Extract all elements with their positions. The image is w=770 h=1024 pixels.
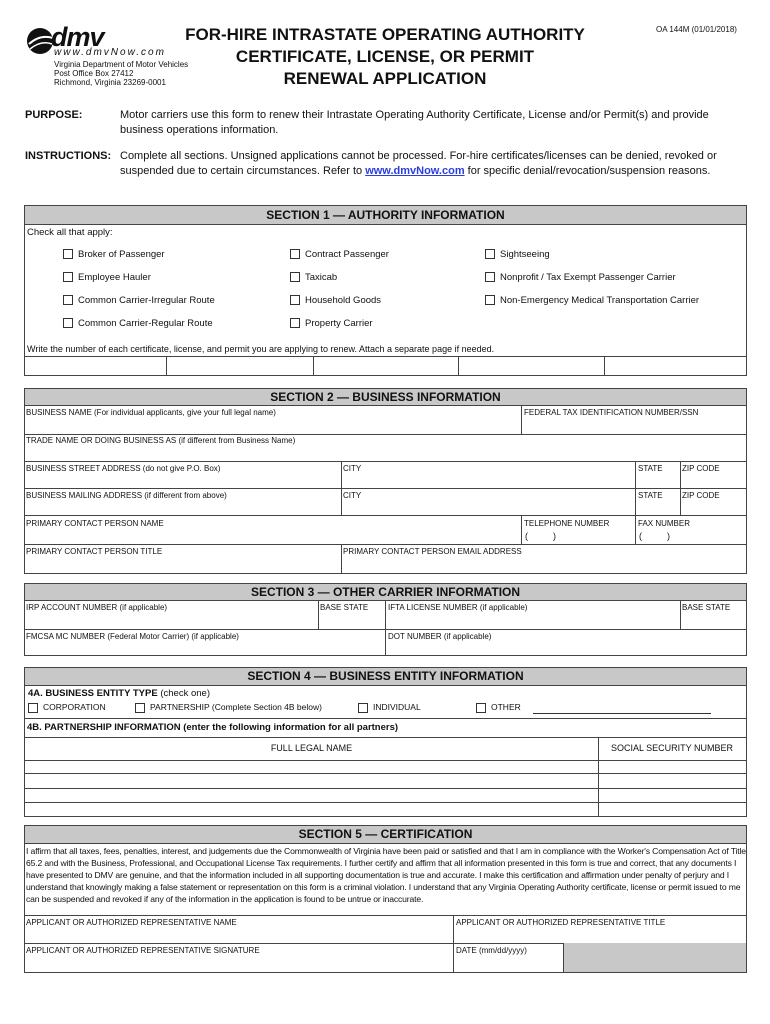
dot-number-field[interactable]: DOT NUMBER (if applicable) <box>388 632 492 641</box>
title-line-1: FOR-HIRE INTRASTATE OPERATING AUTHORITY <box>185 25 585 44</box>
checkbox-employee-hauler[interactable]: Employee Hauler <box>63 272 151 283</box>
street-city-field[interactable]: CITY <box>343 464 362 473</box>
number-field-divider <box>166 356 167 376</box>
ifta-license-field[interactable]: IFTA LICENSE NUMBER (if applicable) <box>388 603 528 612</box>
partner-row[interactable] <box>25 773 746 774</box>
date-field[interactable]: DATE (mm/dd/yyyy) <box>456 946 527 955</box>
fax-area-code: ( ) <box>639 531 670 541</box>
dmvnow-link[interactable]: www.dmvNow.com <box>365 165 465 177</box>
agency-name: Virginia Department of Motor Vehicles <box>54 60 189 69</box>
instructions-body: Complete all sections. Unsigned applications cannot be processed. For-hire certificates/licenses can be denied, revoked or suspended due to certain circumstances. Refer to <box>120 150 717 177</box>
instructions-text <box>120 149 750 179</box>
agency-address-2: Richmond, Virginia 23269-0001 <box>54 78 166 87</box>
section-2-header: SECTION 2 — BUSINESS INFORMATION <box>25 389 746 406</box>
mailing-address-field[interactable]: BUSINESS MAILING ADDRESS (if different from above) <box>26 491 227 500</box>
section-3 <box>24 583 747 656</box>
title-line-2: CERTIFICATE, LICENSE, OR PERMIT <box>235 47 535 66</box>
ifta-base-state-field[interactable]: BASE STATE <box>682 603 731 612</box>
contact-name-field[interactable]: PRIMARY CONTACT PERSON NAME <box>26 519 164 528</box>
section-2 <box>24 388 747 574</box>
street-state-field[interactable]: STATE <box>638 464 663 473</box>
checkbox-partnership[interactable]: PARTNERSHIP (Complete Section 4B below) <box>135 702 322 713</box>
section-4-header: SECTION 4 — BUSINESS ENTITY INFORMATION <box>25 668 746 686</box>
partner-row[interactable] <box>25 802 746 803</box>
logo-text: dmv <box>51 22 104 52</box>
checkbox-contract-passenger[interactable]: Contract Passenger <box>290 249 389 260</box>
write-number-text: Write the number of each certificate, license, and permit you are applying to renew. Attach a separate page if needed. <box>27 344 495 354</box>
checkbox-common-carrier-irregular[interactable]: Common Carrier-Irregular Route <box>63 295 215 306</box>
checkbox-broker-of-passenger[interactable]: Broker of Passenger <box>63 249 165 260</box>
section-5-header: SECTION 5 — CERTIFICATION <box>25 826 746 844</box>
section-1-header: SECTION 1 — AUTHORITY INFORMATION <box>25 206 746 225</box>
section-3-header: SECTION 3 — OTHER CARRIER INFORMATION <box>25 584 746 601</box>
section-5 <box>24 825 747 973</box>
other-specify-line[interactable] <box>533 713 711 714</box>
checkbox-other[interactable]: OTHER <box>476 702 521 713</box>
partner-row[interactable] <box>25 760 746 761</box>
dmv-logo <box>25 24 135 64</box>
col-full-legal-name: FULL LEGAL NAME <box>270 743 353 753</box>
checkbox-household-goods[interactable]: Household Goods <box>290 295 381 306</box>
checkbox-nonprofit[interactable]: Nonprofit / Tax Exempt Passenger Carrier <box>485 272 676 283</box>
business-name-field[interactable]: BUSINESS NAME (For individual applicants, give your full legal name) <box>26 408 276 417</box>
purpose-label: PURPOSE: <box>25 109 83 121</box>
shaded-area <box>563 943 746 972</box>
mailing-zip-field[interactable]: ZIP CODE <box>682 491 720 500</box>
fax-field[interactable]: FAX NUMBER <box>638 519 691 528</box>
instructions-body-end: for specific denial/revocation/suspension reasons. <box>464 165 711 177</box>
4a-title: 4A. BUSINESS ENTITY TYPE (check one) <box>28 688 210 699</box>
section-1 <box>24 205 747 376</box>
certification-text: I affirm that all taxes, fees, penalties, interest, and judgements due the Commonwealth of Virginia have been paid or satisfied and that I am in compliance with the Worker's Compensation Act of Title 65.2 and with the Business, Professional, and Occupational License Tax requirements. I further certify and affirm that all information presented in this form is true and correct, that any documents I have presented to DMV are genuine, and that the information included in all supporting documentation is true and accurate. I make this certification and affirmation under penalty of perjury and I understand that knowingly making a false statement or representation on this form is a criminal violation. I understand that any Virginia Operating Authority certificate, license or permit issued to me can be suspended and revoked if any of the information in the application is found to be untrue or inaccurate. <box>26 846 746 904</box>
contact-title-field[interactable]: PRIMARY CONTACT PERSON TITLE <box>26 547 163 556</box>
mailing-state-field[interactable]: STATE <box>638 491 663 500</box>
irp-base-state-field[interactable]: BASE STATE <box>320 603 369 612</box>
checkbox-taxicab[interactable]: Taxicab <box>290 272 337 283</box>
street-zip-field[interactable]: ZIP CODE <box>682 464 720 473</box>
instructions-label: INSTRUCTIONS: <box>25 150 112 162</box>
checkbox-common-carrier-regular[interactable]: Common Carrier-Regular Route <box>63 318 213 329</box>
rep-name-field[interactable]: APPLICANT OR AUTHORIZED REPRESENTATIVE NAME <box>26 918 237 927</box>
purpose-text: Motor carriers use this form to renew their Intrastate Operating Authority Certificate, License and/or Permit(s) and provide business operations information. <box>120 109 709 136</box>
street-address-field[interactable]: BUSINESS STREET ADDRESS (do not give P.O. Box) <box>26 464 221 473</box>
logo-url: www.dmvNow.com <box>54 47 166 58</box>
section-4 <box>24 667 747 817</box>
checkbox-sightseeing[interactable]: Sightseeing <box>485 249 550 260</box>
checkbox-corporation[interactable]: CORPORATION <box>28 702 106 713</box>
mailing-city-field[interactable]: CITY <box>343 491 362 500</box>
rep-signature-field[interactable]: APPLICANT OR AUTHORIZED REPRESENTATIVE SIGNATURE <box>26 946 260 955</box>
title-line-3: RENEWAL APPLICATION <box>283 69 487 88</box>
fmcsa-mc-field[interactable]: FMCSA MC NUMBER (Federal Motor Carrier) (if applicable) <box>26 632 239 641</box>
form-id: OA 144M (01/01/2018) <box>656 25 737 34</box>
fein-field[interactable]: FEDERAL TAX IDENTIFICATION NUMBER/SSN <box>524 408 699 417</box>
col-ssn: SOCIAL SECURITY NUMBER <box>610 743 734 753</box>
telephone-area-code: ( ) <box>525 531 556 541</box>
contact-email-field[interactable]: PRIMARY CONTACT PERSON EMAIL ADDRESS <box>343 547 522 556</box>
irp-account-field[interactable]: IRP ACCOUNT NUMBER (if applicable) <box>26 603 168 612</box>
telephone-field[interactable]: TELEPHONE NUMBER <box>524 519 610 528</box>
partner-row[interactable] <box>25 788 746 789</box>
rep-title-field[interactable]: APPLICANT OR AUTHORIZED REPRESENTATIVE TITLE <box>456 918 666 927</box>
agency-address-1: Post Office Box 27412 <box>54 69 134 78</box>
checkbox-nemt[interactable]: Non-Emergency Medical Transportation Carrier <box>485 295 699 306</box>
check-all-label: Check all that apply: <box>27 227 113 238</box>
trade-name-field[interactable]: TRADE NAME OR DOING BUSINESS AS (if different from Business Name) <box>26 436 296 445</box>
4b-title: 4B. PARTNERSHIP INFORMATION (enter the following information for all partners) <box>27 722 399 733</box>
checkbox-property-carrier[interactable]: Property Carrier <box>290 318 373 329</box>
checkbox-individual[interactable]: INDIVIDUAL <box>358 702 421 713</box>
form-title <box>160 24 610 90</box>
